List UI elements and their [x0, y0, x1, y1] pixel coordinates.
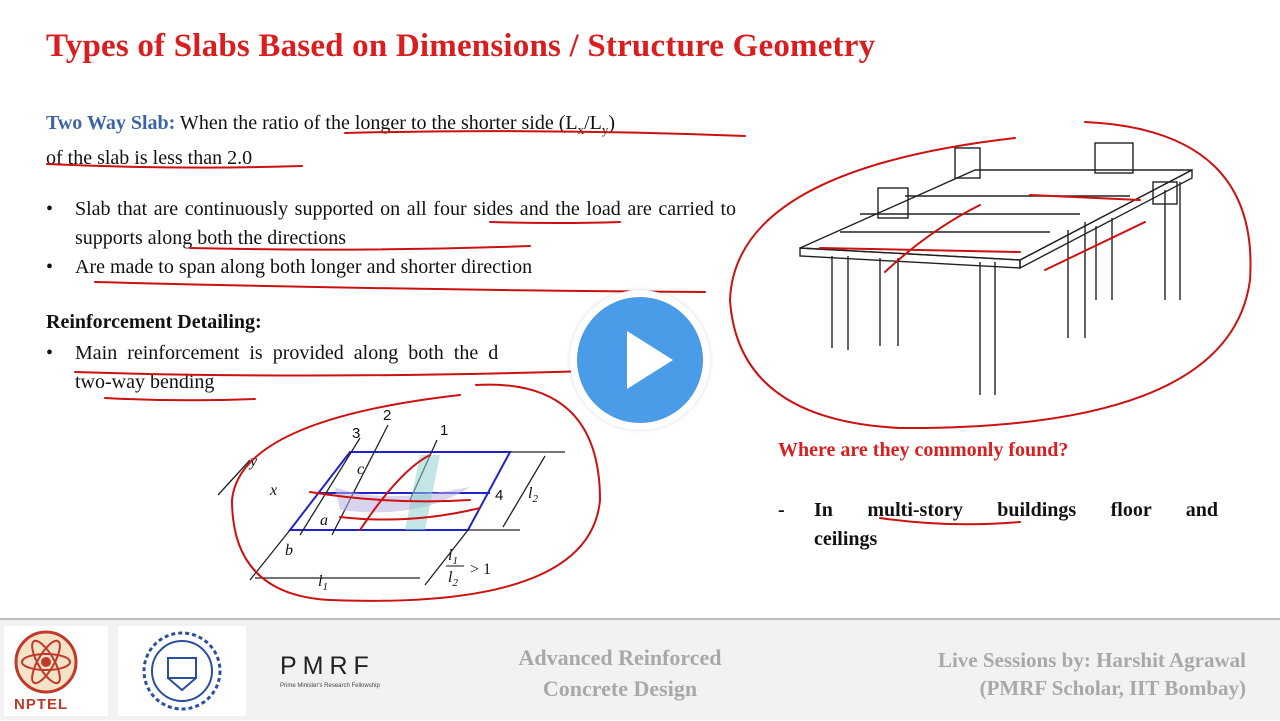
two-way-line2: of the slab is less than 2.0: [46, 147, 253, 169]
reinforcement-line2: two-way bending: [75, 371, 215, 393]
nptel-emblem-icon: [4, 626, 108, 696]
label-a: a: [320, 512, 328, 529]
ratio-numerator: $l_1$: [448, 547, 458, 567]
label-1: 1: [440, 422, 449, 439]
ratio-denominator: $l_2$: [448, 569, 458, 589]
bullet-text: Are made to span along both longer and shorter direction: [75, 256, 533, 278]
slide-title: Types of Slabs Based on Dimensions / Structure Geometry: [46, 28, 876, 64]
slab-dimension-lines: [218, 425, 565, 585]
answer-dash: -: [778, 499, 785, 521]
play-icon: [577, 297, 703, 423]
course-line1: Advanced Reinforced: [518, 645, 722, 670]
pmrf-subtitle: Prime Minister's Research Fellowship: [280, 683, 380, 689]
bullet-list: [46, 195, 736, 282]
label-l1: $l_1$: [318, 573, 328, 593]
presenter-credit: [938, 646, 1246, 702]
label-c: c: [357, 461, 365, 478]
iitb-logo: [118, 626, 246, 716]
presenter-line2: (PMRF Scholar, IIT Bombay): [979, 676, 1246, 700]
reinforcement-text-a: Main reinforcement is provided along both the d: [75, 342, 499, 364]
list-item: [46, 253, 736, 282]
answer-item: [778, 496, 1218, 554]
question-heading: Where are they commonly found?: [778, 439, 1069, 461]
bullet-dot: •: [46, 256, 54, 278]
reinforcement-heading: Reinforcement Detailing:: [46, 311, 262, 333]
label-x: x: [270, 482, 278, 499]
ratio-tail: > 1: [470, 561, 492, 578]
label-4: 4: [495, 487, 504, 504]
sub-x: x: [577, 122, 585, 137]
circle-frame: [730, 122, 1251, 428]
bullet-text: Slab that are continuously supported on all four sides and the load are carried to supports along both the directions: [75, 198, 736, 249]
bullet-dot: •: [46, 342, 54, 364]
play-button[interactable]: [570, 290, 710, 430]
diagram-scribbles: [310, 455, 480, 530]
label-b: b: [285, 542, 293, 559]
iitb-emblem-icon: [118, 626, 246, 716]
label-3: 3: [352, 425, 361, 442]
two-way-text: When the ratio of the longer to the shorter side (L: [175, 112, 578, 134]
sub-y: y: [601, 122, 609, 137]
strip-shading: [405, 455, 440, 530]
nptel-text: NPTEL: [14, 696, 69, 713]
course-title: [470, 642, 770, 704]
pmrf-text: PMRF: [280, 652, 375, 680]
two-way-definition: [46, 109, 746, 173]
ratio-slash: /L: [584, 112, 602, 134]
frame-scribbles: [820, 195, 1145, 272]
answer-text: In multi-story buildings floor and ceilings: [814, 499, 1218, 550]
presenter-line1: Live Sessions by: Harshit Agrawal: [937, 648, 1246, 672]
underline-span: [95, 282, 705, 292]
underline-two-way: [105, 398, 255, 400]
deflected-shape: [335, 487, 470, 512]
circle-diagram: [232, 385, 600, 601]
slab-outline: [290, 452, 510, 530]
ratio-close: ): [608, 112, 616, 134]
list-item: [46, 195, 736, 253]
frame-lines: [800, 143, 1192, 395]
slab-plate: [290, 452, 510, 530]
label-2: 2: [383, 407, 392, 424]
label-y: y: [250, 453, 258, 470]
label-l2: $l_2$: [528, 485, 538, 505]
course-line2: Concrete Design: [542, 676, 698, 701]
two-way-label: Two Way Slab:: [46, 112, 176, 134]
bullet-dot: •: [46, 198, 54, 220]
